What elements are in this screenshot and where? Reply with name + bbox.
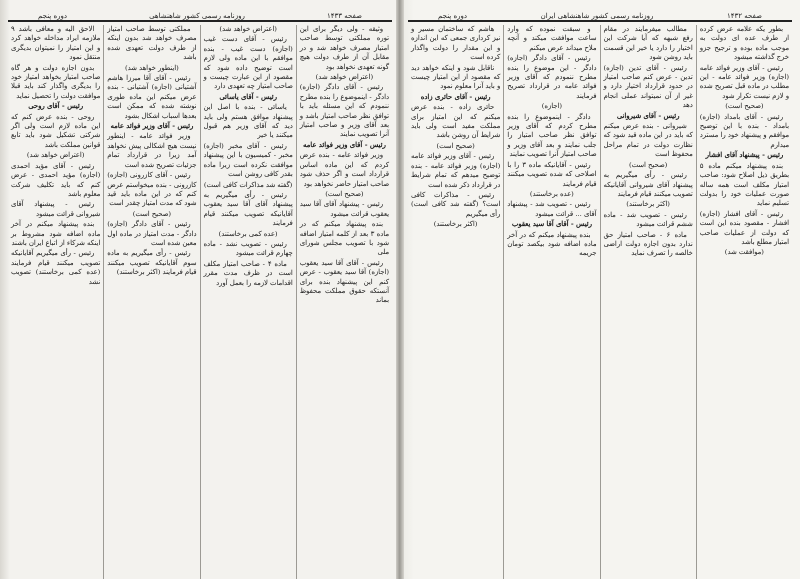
paragraph: بنده پیشنهاد میکنم که در ماده ۳ بعد از کلمه امتیاز اضافه شود با تصویب مجلس شورای ملی bbox=[299, 220, 389, 257]
paragraph: بنده پیشنهاد میکنم ماده ۵ بطریق ذیل اصلاح شود: صاحب امتیاز مکلف است همه ساله صورت عملیات خود را بدولت تسلیم نماید bbox=[699, 161, 789, 208]
paragraph: بدون اجازه دولت و هر گاه صاحب امتیاز بخواهد امتیاز خود را بدیگری واگذار کند باید قبلا موافقت دولت را تحصیل نماید bbox=[11, 63, 101, 100]
parenthetical-note: (گفته شد مذاکرات کافی است) bbox=[203, 180, 293, 189]
parenthetical-note: (اعتراض خواهد شد) bbox=[219, 25, 277, 33]
parenthetical-note: (صحیح است) bbox=[725, 102, 764, 111]
text-column bbox=[503, 25, 599, 579]
paragraph: رئیس - رأی میگیریم به پیشنهاد آقای شیروانی آقایانیکه تصویب میکنند قیام فرمایند bbox=[603, 171, 693, 198]
paragraph: رئیس - آقایانیکه ماده ۳ را با اصلاحی که شده تصویب میکنند قیام فرمایند bbox=[507, 160, 597, 188]
paragraph: رئیس - آقای دادگر (اجازه) دادگر - این موضوع را بنده مطرح ننمودم که آقای وزیر فوائد عامه در قرارداد تصریح فرمایند bbox=[507, 54, 597, 100]
paragraph: رئیس - آقای تدین (اجازه) تدین - عرض کنم صاحب امتیاز در حدود قرارداد اختیار دارد و غیر از آن نمیتواند عملی انجام دهد bbox=[603, 63, 693, 110]
paragraph: بنده پیشنهاد میکنم که در آخر ماده اضافه شود بیکصد تومان جریمه bbox=[507, 230, 597, 258]
parenthetical-note: (اکثر برخاستند) bbox=[626, 200, 670, 209]
parenthetical-note: (صحیح است) bbox=[436, 141, 475, 150]
paragraph: وزیر فوائد عامه - اینطور نیست هیچ اشکالی پیش نخواهد آمد زیرا در قرارداد تمام جزئیات تصریح شده است bbox=[107, 132, 197, 169]
parenthetical-note: (صحیح است) bbox=[132, 209, 172, 218]
paragraph: رئیس - رأی میگیریم به پیشنهاد آقای آقا سید یعقوب آقایانیکه تصویب میکنند قیام فرمایند bbox=[203, 190, 293, 228]
paragraph: و سبقت نموده که وارد ساعت موافقت میکند و آنچه ملاح میداند عرض میکنم bbox=[507, 25, 597, 52]
paragraph: بنده پیشنهاد میکنم در آخر ماده اضافه شود مشروط بر اینکه شرکاء از اتباع ایران باشند bbox=[11, 220, 101, 247]
paragraph: رئیس - آقای افشار (اجازه) افشار - مقصود بنده این است که دولت از عملیات صاحب امتیاز مطلع باشد bbox=[699, 209, 789, 246]
paragraph: رئیس - آقای آقا میرزا هاشم آشتیانی (اجازه) آشتیانی - بنده عرض میکنم این ماده طوری نوشته شده که ممکن است بعدها اسباب اشکال بشود bbox=[107, 74, 197, 120]
parenthetical-note: (اکثر برخاستند) bbox=[433, 220, 478, 229]
session-label: دوره پنجم bbox=[438, 12, 468, 20]
paragraph: رئیس - آقای بامداد (اجازه) بامداد - بنده با این توضیح موافقم و پیشنهاد خود را مسترد میدارم bbox=[699, 112, 789, 149]
parenthetical-note: (اعتراض خواهد شد) bbox=[315, 73, 374, 82]
newspaper-title: روزنامه رسمی کشور شاهنشاهی ایران bbox=[540, 12, 654, 20]
parenthetical-note: (اینطور خواهد شد) bbox=[124, 63, 179, 72]
paragraph: رئیس - آقای دادگر (اجازه) دادگر - اینموضوع را بنده مطرح ننمودم که این مسئله باید با توافق نظر صاحب امتیاز باشد و بعد آقای وزیر و صاحب امتیاز آنرا تصویب نمایند bbox=[299, 83, 389, 139]
speaker-heading: رئیس - پیشنهاد آقای افشار bbox=[705, 151, 784, 160]
text-column bbox=[8, 25, 103, 579]
parenthetical-note: (اعتراض خواهد شد) bbox=[26, 151, 85, 160]
page-gutter bbox=[396, 0, 404, 579]
parenthetical-note: (صحیح است) bbox=[325, 189, 364, 198]
paragraph: رئیس - آقای دست غیب (اجازه) دست غیب - بنده موافقم با این ماده ولی لازم است توضیح داده شود که مقصود از این عبارت چیست و صاحب امتیاز چه تعهدی دارد bbox=[203, 35, 293, 91]
parenthetical-note: (موافقت شد) bbox=[724, 248, 764, 257]
paragraph: ماده ۴ - صاحب امتیاز مکلف است در ظرف مدت مقرر اقدامات لازمه را بعمل آورد bbox=[203, 259, 293, 287]
paragraph: هاشم که ساختمان مسیر و نیز کرداری جمعی که این اندازه و این مقدار را دولت واگذار کرده است bbox=[411, 25, 501, 62]
text-column bbox=[600, 25, 696, 579]
columns bbox=[408, 25, 792, 579]
paragraph: رئیس - آقای وزیر فوائد عامه (اجازه) وزیر فوائد عامه - بنده توضیح میدهم که تمام شرایط در قرارداد ذکر شده است bbox=[411, 152, 501, 189]
paragraph: بطور یکه علامه عرض کرده از طرف عده ای دولت به موجب ماده بوده و ترجیح جزو خرج گذاشته میشود bbox=[699, 25, 789, 62]
paragraph: رئیس - پیشنهاد آقای آقا سید یعقوب قرائت میشود bbox=[299, 200, 389, 218]
paragraph: شیروانی - بنده عرض میکنم که باید در این ماده قید شود که نظارت دولت در تمام مراحل محفوظ است bbox=[603, 122, 693, 159]
session-label: دوره پنجم bbox=[38, 12, 68, 20]
paragraph: رئیس - پیشنهاد آقای شیروانی قرائت میشود bbox=[11, 200, 101, 218]
paragraph: رئیس - تصویب شد - پیشنهاد آقای ... قرائت میشود bbox=[507, 200, 597, 218]
paragraph: مملکتی توسط صاحب امتیاز مصرف خواهد شد بدون اینکه از طرف دولت تعهدی شده باشد bbox=[107, 25, 197, 62]
parenthetical-note: (اجازه) bbox=[541, 102, 563, 111]
text-column bbox=[296, 25, 392, 579]
page-number: صفحه ۱۴۳۲ bbox=[726, 12, 762, 20]
parenthetical-note: (عده برخاستند) bbox=[529, 189, 574, 198]
parenthetical-note: (صحیح است) bbox=[628, 160, 668, 169]
paragraph: وثیقه - ولی دیگر برای این توره مملکتی توسط صاحب امتیاز مصرف خواهد شد و در مقابل آن از طرف دولت هیچ گونه تعهدی نخواهد بود bbox=[299, 25, 389, 71]
page-header bbox=[408, 6, 792, 22]
paragraph: مطالب میفرمایند در مقام رفع شبهه که آیا شرکت این اختیار را دارد یا خیر این قسمت باید روشن شود bbox=[603, 25, 693, 62]
speaker-heading: رئیس - آقای وزیر فوائد عامه bbox=[110, 122, 194, 131]
paragraph: رئیس - مذاکرات کافی است؟ (گفته شد کافی است) رأی میگیریم bbox=[411, 190, 501, 218]
text-column bbox=[200, 25, 296, 579]
paragraph: روحی - بنده عرض کنم که این ماده لازم است ولی اگر شرکتی تشکیل شود باید تابع قوانین مملکت باشد bbox=[11, 112, 101, 149]
text-column bbox=[408, 25, 503, 579]
text-column bbox=[103, 25, 199, 579]
paragraph: ماده ۶ - صاحب امتیاز حق ندارد بدون اجازه دولت اراضی خالصه را تصرف نماید bbox=[603, 230, 693, 258]
paragraph: حائری زاده - بنده عرض میکنم که این امتیاز برای مملکت مفید است ولی باید شرایط آن روشن باشد bbox=[411, 103, 501, 140]
paragraph: یاسائی - بنده با اصل این پیشنهاد موافق هستم ولی باید دید که آقای وزیر هم قبول میکنند یا خیر bbox=[203, 103, 293, 140]
paragraph: ناقابل شود و اینکه خواهد دید که مقصود از این امتیاز چیست و باید آنرا معلوم نمود bbox=[411, 63, 501, 91]
text-column bbox=[696, 25, 792, 579]
paragraph: الاحق الیه و معافی باشد ۹ ملازمه ایراد مداخله خواهد کرد و این امتیاز را نمیتوان بدیگری منتقل نمود bbox=[11, 25, 101, 62]
speaker-heading: رئیس - آقای شیروانی bbox=[616, 111, 680, 120]
paragraph: رئیس - آقای مؤید احمدی (اجازه) مؤید احمدی - عرض کنم که باید تکلیف شرکت معلوم باشد bbox=[11, 161, 101, 198]
paragraph: رئیس - تصویب شد - ماده ششم قرائت میشود bbox=[603, 210, 693, 229]
newspaper-title: روزنامه رسمی کشور شاهنشاهی bbox=[149, 12, 245, 20]
parenthetical-note: (عده کمی برخاستند) bbox=[218, 229, 278, 238]
paragraph: وزیر فوائد عامه - بنده عرض کردم که این ماده اساس قرارداد است و اگر حذف شود صاحب امتیاز حاضر نخواهد بود bbox=[299, 151, 389, 188]
paragraph: رئیس - آقای دادگر (اجازه) دادگر - مدت امتیاز در ماده اول معین شده است bbox=[107, 220, 197, 247]
paragraph: رئیس - آقای مخبر (اجازه) مخبر - کمیسیون با این پیشنهاد موافقت نکرده است زیرا ماده بقدر کافی روشن است bbox=[203, 141, 293, 179]
speaker-heading: رئیس - آقای روحی bbox=[28, 102, 84, 111]
columns bbox=[8, 25, 392, 579]
speaker-heading: رئیس - آقای آقا سید یعقوب bbox=[511, 220, 592, 229]
paragraph: رئیس - تصویب نشد - ماده چهارم قرائت میشود bbox=[203, 239, 293, 258]
paragraph: رئیس - آقای آقا سید یعقوب (اجازه) آقا سید یعقوب - عرض کنم این پیشنهاد بنده برای آنستکه حقوق مملکت محفوظ بماند bbox=[299, 258, 389, 305]
paragraph: رئیس - آقای کازرونی (اجازه) کازرونی - بنده میخواستم عرض کنم که در این ماده باید قید شود که مدت امتیاز چقدر است bbox=[107, 171, 197, 208]
page-number: صفحه ۱۴۳۳ bbox=[326, 12, 362, 20]
speaker-heading: رئیس - آقای حائری زاده bbox=[420, 92, 491, 101]
speaker-heading: رئیس - آقای یاسائی bbox=[219, 92, 277, 101]
paragraph: رئیس - رأی میگیریم آقایانیکه تصویب میکنند قیام فرمایند (عده کمی برخاستند) تصویب نشد bbox=[11, 249, 101, 286]
paragraph: رئیس - آقای وزیر فوائد عامه (اجازه) وزیر فوائد عامه - این مطلب در ماده قبل تصریح شده و لازم نیست تکرار شود bbox=[699, 63, 789, 100]
page-header bbox=[8, 6, 392, 22]
paragraph: رئیس - رأی میگیریم به ماده سوم آقایانیکه تصویب میکنند قیام فرمایند (اکثر برخاستند) bbox=[107, 249, 197, 277]
paragraph: دادگر - اینموضوع را بنده مطرح کردم که آقای وزیر توافق نظر صاحب امتیاز را جلب نمایند و بعد آقای وزیر و صاحب امتیاز آنرا تصویب نمایند bbox=[507, 112, 597, 159]
page-right bbox=[400, 0, 800, 579]
speaker-heading: رئیس - آقای وزیر فوائد عامه bbox=[302, 140, 386, 149]
